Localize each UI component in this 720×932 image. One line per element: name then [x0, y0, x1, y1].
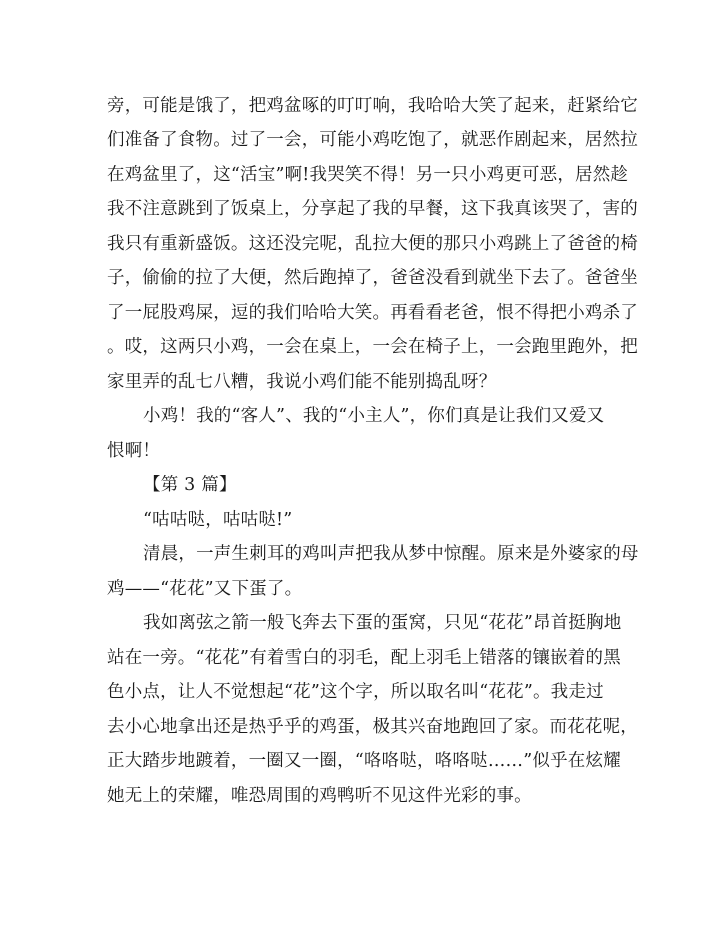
text-line: 旁，可能是饿了，把鸡盆啄的叮叮响，我哈哈大笑了起来，赶紧给它 [107, 96, 638, 116]
text-line: 在鸡盆里了，这“活宝”啊!我哭笑不得！另一只小鸡更可恶，居然趁 [107, 165, 629, 185]
text-line: 们准备了食物。过了一会，可能小鸡吃饱了，就恶作剧起来，居然拉 [107, 130, 638, 150]
text-line: 去小心地拿出还是热乎乎的鸡蛋，极其兴奋地跑回了家。而花花呢， [107, 717, 638, 737]
text-line: “咕咕哒，咕咕哒!” [143, 510, 293, 530]
text-line: 我如离弦之箭一般飞奔去下蛋的蛋窝，只见“花花”昂首挺胸地 [143, 613, 622, 633]
text-line: 恨啊！ [107, 441, 161, 461]
text-line: 了一屁股鸡屎，逗的我们哈哈大笑。再看看老爸，恨不得把小鸡杀了 [107, 303, 638, 323]
text-line: 鸡——“花花”又下蛋了。 [107, 579, 303, 599]
text-line: 家里弄的乱七八糟，我说小鸡们能不能别捣乱呀？ [107, 372, 497, 392]
text-line: 正大踏步地踱着，一圈又一圈，“咯咯哒，咯咯哒……”似乎在炫耀 [107, 751, 621, 771]
text-line: 站在一旁。“花花”有着雪白的羽毛，配上羽毛上错落的镶嵌着的黑 [107, 648, 621, 668]
text-line: 小鸡！我的“客人”、我的“小主人”，你们真是让我们又爱又 [143, 406, 605, 426]
text-line: 我只有重新盛饭。这还没完呢，乱拉大便的那只小鸡跳上了爸爸的椅 [107, 234, 638, 254]
text-line: 色小点，让人不觉想起“花”这个字，所以取名叫“花花”。我走过 [107, 682, 604, 702]
text-line: 子，偷偷的拉了大便，然后跑掉了，爸爸没看到就坐下去了。爸爸坐 [107, 268, 638, 288]
text-line: 我不注意跳到了饭桌上，分享起了我的早餐，这下我真该哭了，害的 [107, 199, 638, 219]
section-heading: 【第 3 篇】 [143, 475, 237, 495]
text-line: 清晨，一声生刺耳的鸡叫声把我从梦中惊醒。原来是外婆家的母 [143, 544, 639, 564]
text-line: 她无上的荣耀，唯恐周围的鸡鸭听不见这件光彩的事。 [107, 786, 532, 806]
text-line: 。哎，这两只小鸡，一会在桌上，一会在椅子上，一会跑里跑外，把 [107, 337, 638, 357]
